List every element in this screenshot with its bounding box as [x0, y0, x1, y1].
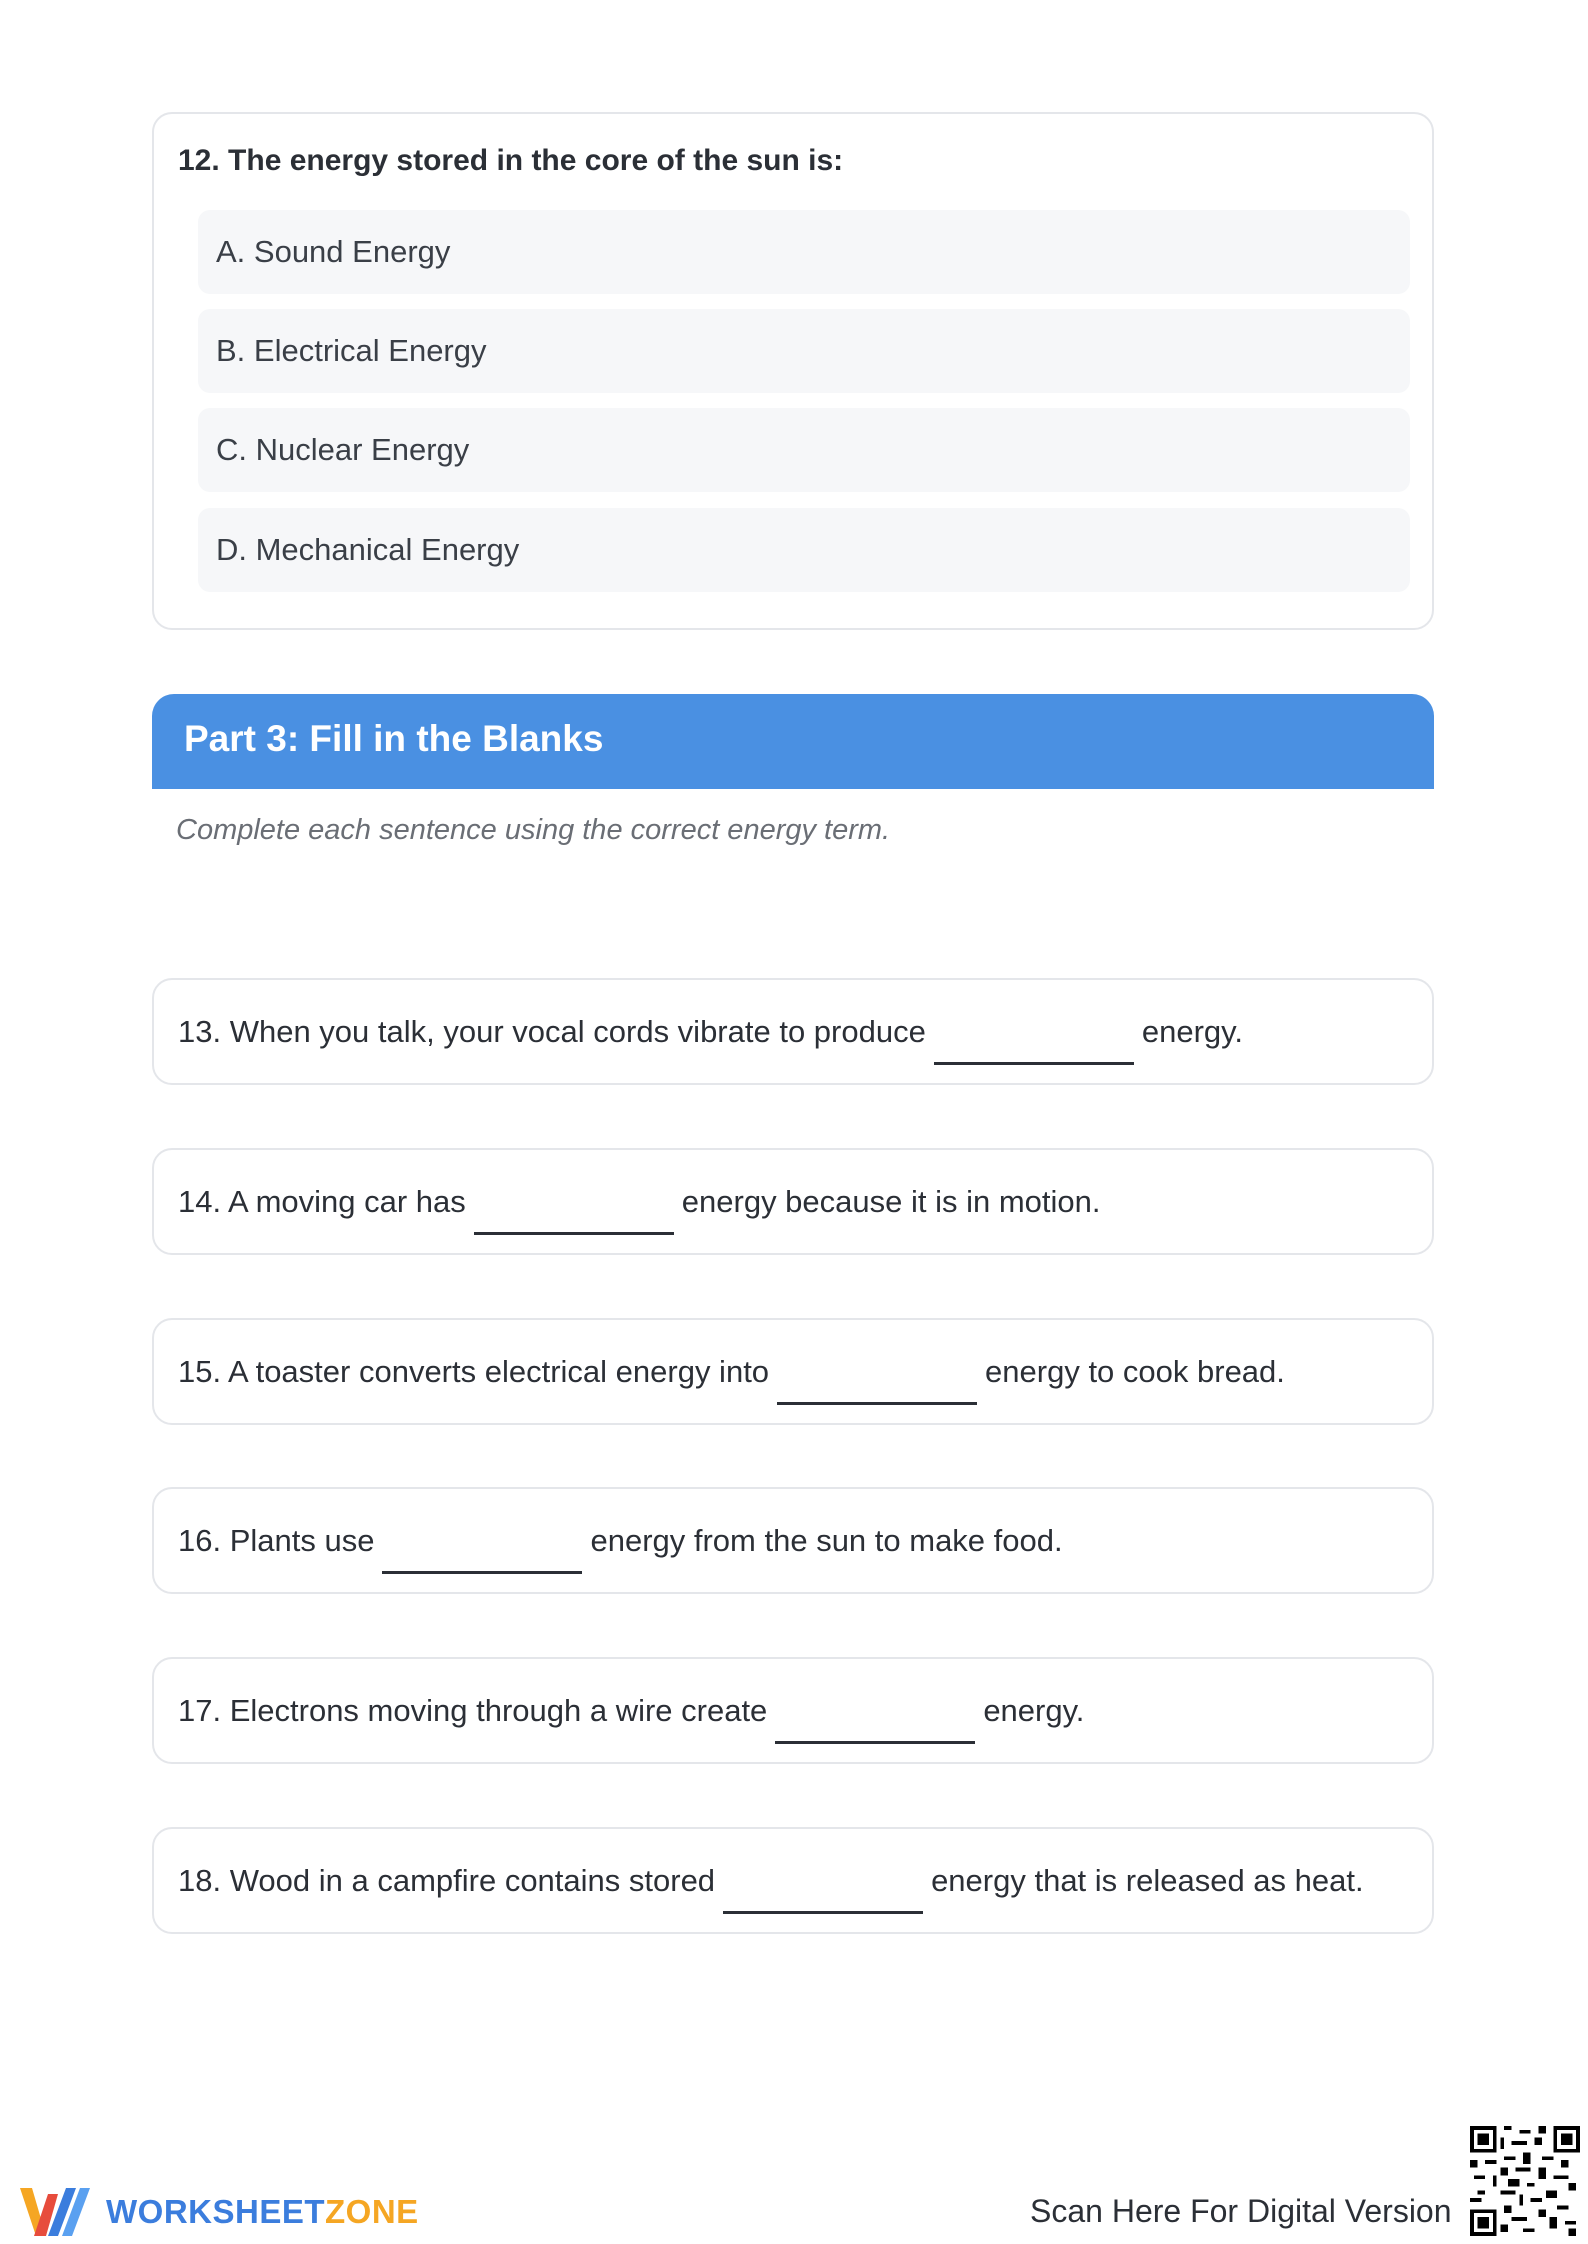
- fill-blank-card-17: [152, 1657, 1434, 1764]
- answer-blank[interactable]: [382, 1535, 582, 1574]
- sentence: [178, 1489, 1063, 1592]
- answer-blank[interactable]: [775, 1705, 975, 1744]
- sentence-before: 14. A moving car has: [178, 1183, 466, 1219]
- fill-blank-card-13: [152, 978, 1434, 1085]
- sentence-after: energy.: [1141, 1013, 1243, 1049]
- brand-name: [106, 2193, 419, 2231]
- sentence-before: 17. Electrons moving through a wire create: [178, 1692, 768, 1728]
- sentence: [178, 980, 1243, 1083]
- sentence-after: energy that is released as heat.: [931, 1862, 1364, 1898]
- sentence-after: energy.: [983, 1692, 1085, 1728]
- fill-blank-card-15: [152, 1318, 1434, 1425]
- sentence-before: 18. Wood in a campfire contains stored: [178, 1862, 716, 1898]
- sentence-after: energy because it is in motion.: [681, 1183, 1101, 1219]
- sentence-before: 13. When you talk, your vocal cords vibrate to produce: [178, 1013, 926, 1049]
- option-a[interactable]: A. Sound Energy: [198, 210, 1410, 294]
- fill-blank-card-18: [152, 1827, 1434, 1934]
- option-d[interactable]: D. Mechanical Energy: [198, 508, 1410, 592]
- fill-blank-card-14: [152, 1148, 1434, 1255]
- sentence-before: 16. Plants use: [178, 1522, 375, 1558]
- w-logo-icon: [18, 2184, 94, 2240]
- section-header: [152, 694, 1434, 789]
- question-title: 12. The energy stored in the core of the sun is:: [178, 144, 844, 177]
- question-card-12: [152, 112, 1434, 630]
- answer-blank[interactable]: [934, 1026, 1134, 1065]
- sentence: [178, 1829, 1364, 1932]
- brand-name-part2: ZONE: [325, 2193, 419, 2230]
- brand-logo[interactable]: [18, 2184, 419, 2240]
- option-c[interactable]: C. Nuclear Energy: [198, 408, 1410, 492]
- answer-blank[interactable]: [474, 1196, 674, 1235]
- sentence: [178, 1659, 1084, 1762]
- sentence: [178, 1150, 1101, 1253]
- brand-name-part1: WORKSHEET: [106, 2193, 325, 2230]
- sentence: [178, 1320, 1285, 1423]
- answer-blank[interactable]: [723, 1875, 923, 1914]
- sentence-after: energy from the sun to make food.: [590, 1522, 1063, 1558]
- option-b[interactable]: B. Electrical Energy: [198, 309, 1410, 393]
- qr-code-icon[interactable]: [1470, 2126, 1580, 2236]
- answer-blank[interactable]: [777, 1366, 977, 1405]
- sentence-after: energy to cook bread.: [985, 1353, 1285, 1389]
- fill-blank-card-16: [152, 1487, 1434, 1594]
- sentence-before: 15. A toaster converts electrical energy into: [178, 1353, 770, 1389]
- section-instruction: Complete each sentence using the correct energy term.: [176, 814, 891, 846]
- section-title: Part 3: Fill in the Blanks: [184, 718, 604, 759]
- scan-instruction: Scan Here For Digital Version: [1030, 2193, 1452, 2229]
